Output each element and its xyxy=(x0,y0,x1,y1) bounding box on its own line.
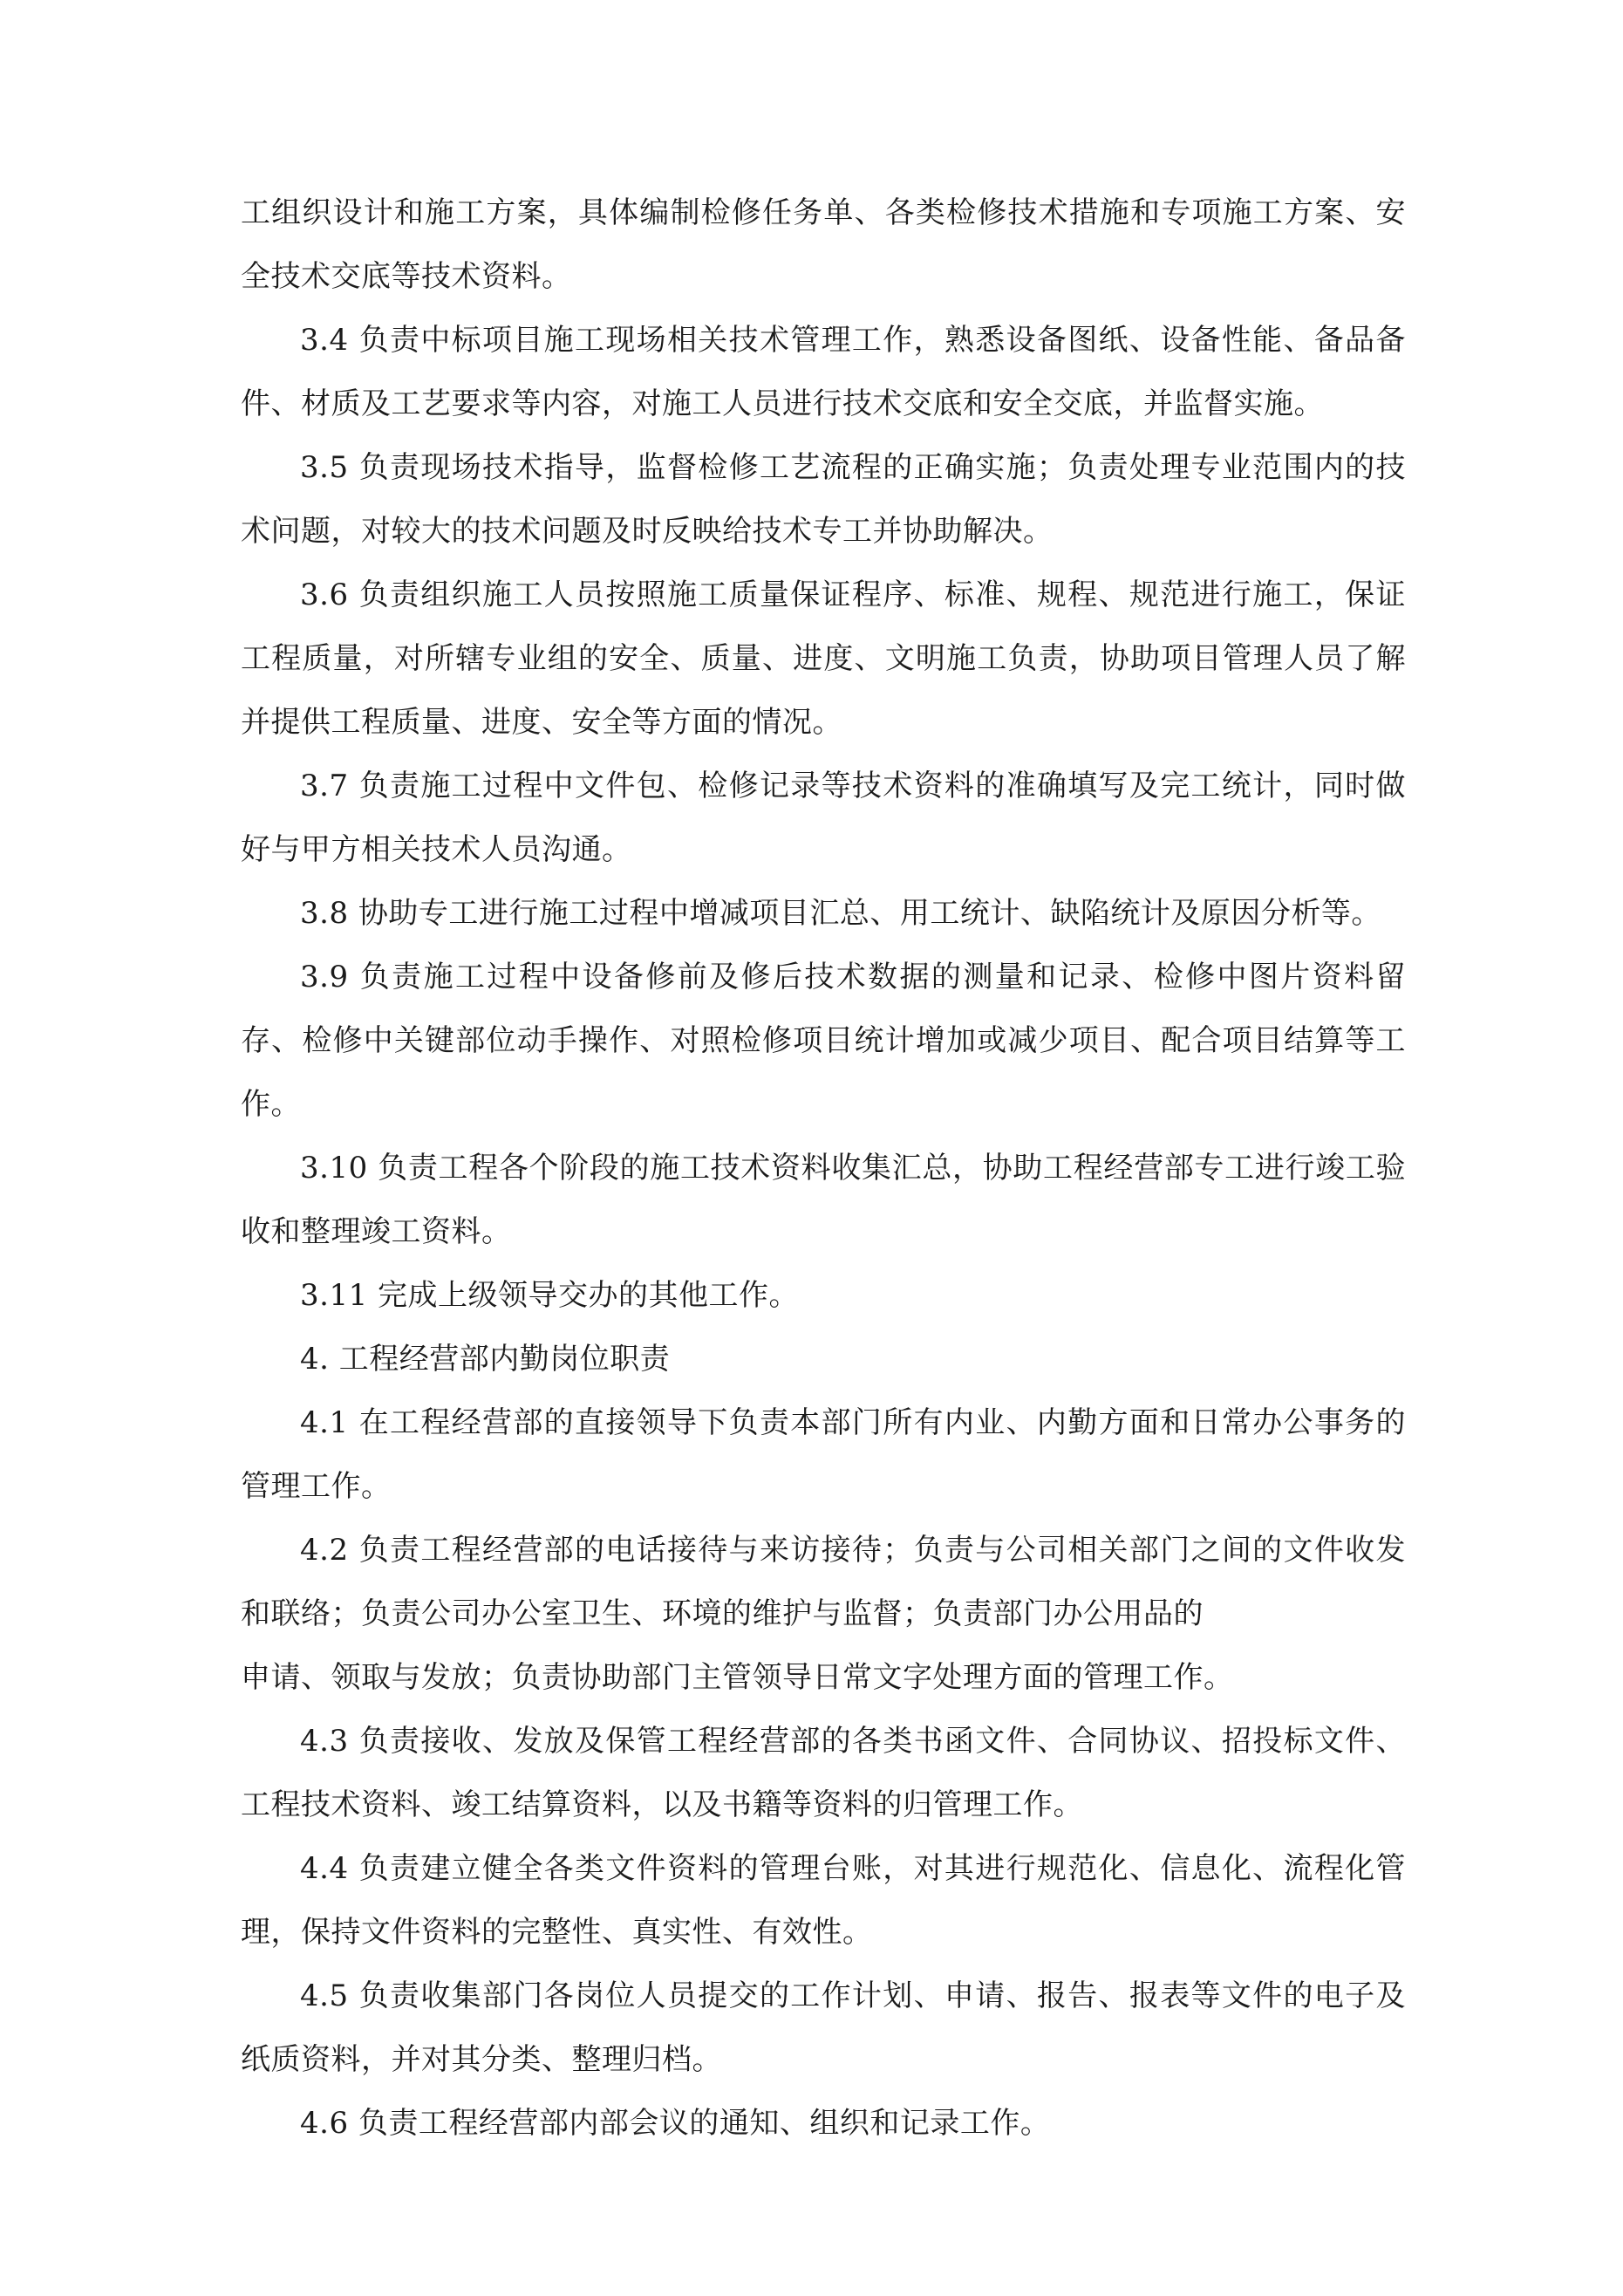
paragraph-4-5: 4.5 负责收集部门各岗位人员提交的工作计划、申请、报告、报表等文件的电子及纸质资料，并对其分类、整理归档。 xyxy=(241,1978,1406,2077)
document-body xyxy=(241,181,1406,2156)
paragraph-3-5: 3.5 负责现场技术指导，监督检修工艺流程的正确实施；负责处理专业范围内的技术问题，对较大的技术问题及时反映给技术专工并协助解决。 xyxy=(241,450,1406,549)
paragraph-3-4: 3.4 负责中标项目施工现场相关技术管理工作，熟悉设备图纸、设备性能、备品备件、材质及工艺要求等内容，对施工人员进行技术交底和安全交底，并监督实施。 xyxy=(241,323,1406,421)
paragraph-4-3: 4.3 负责接收、发放及保管工程经营部的各类书函文件、合同协议、招投标文件、工程技术资料、竣工结算资料，以及书籍等资料的归管理工作。 xyxy=(241,1724,1406,1822)
paragraph-4-1: 4.1 在工程经营部的直接领导下负责本部门所有内业、内勤方面和日常办公事务的管理工作。 xyxy=(241,1405,1406,1504)
paragraph-4-4: 4.4 负责建立健全各类文件资料的管理台账，对其进行规范化、信息化、流程化管理，保持文件资料的完整性、真实性、有效性。 xyxy=(241,1851,1406,1950)
paragraph-3-7: 3.7 负责施工过程中文件包、检修记录等技术资料的准确填写及完工统计，同时做好与甲方相关技术人员沟通。 xyxy=(241,769,1406,867)
paragraph-intro-continuation: 工组织设计和施工方案，具体编制检修任务单、各类检修技术措施和专项施工方案、安全技术交底等技术资料。 xyxy=(241,195,1406,294)
paragraph-4-2: 4.2 负责工程经营部的电话接待与来访接待；负责与公司相关部门之间的文件收发和联络；负责公司办公室卫生、环境的维护与监督；负责部门办公用品的 xyxy=(241,1533,1406,1631)
paragraph-3-11: 3.11 完成上级领导交办的其他工作。 xyxy=(300,1278,800,1313)
paragraph-3-9: 3.9 负责施工过程中设备修前及修后技术数据的测量和记录、检修中图片资料留存、检修中关键部位动手操作、对照检修项目统计增加或减少项目、配合项目结算等工作。 xyxy=(241,960,1406,1122)
paragraph-3-6: 3.6 负责组织施工人员按照施工质量保证程序、标准、规程、规范进行施工，保证工程质量，对所辖专业组的安全、质量、进度、文明施工负责，协助项目管理人员了解并提供工程质量、进度、安全等方面的情况。 xyxy=(241,577,1406,740)
paragraph-4-2-continuation: 申请、领取与发放；负责协助部门主管领导日常文字处理方面的管理工作。 xyxy=(241,1660,1234,1695)
paragraph-3-10: 3.10 负责工程各个阶段的施工技术资料收集汇总，协助工程经营部专工进行竣工验收和整理竣工资料。 xyxy=(241,1151,1406,1249)
paragraph-3-8: 3.8 协助专工进行施工过程中增减项目汇总、用工统计、缺陷统计及原因分析等。 xyxy=(300,896,1381,931)
paragraph-4-6: 4.6 负责工程经营部内部会议的通知、组织和记录工作。 xyxy=(300,2106,1051,2141)
section-heading-4: 4. 工程经营部内勤岗位职责 xyxy=(300,1342,671,1377)
